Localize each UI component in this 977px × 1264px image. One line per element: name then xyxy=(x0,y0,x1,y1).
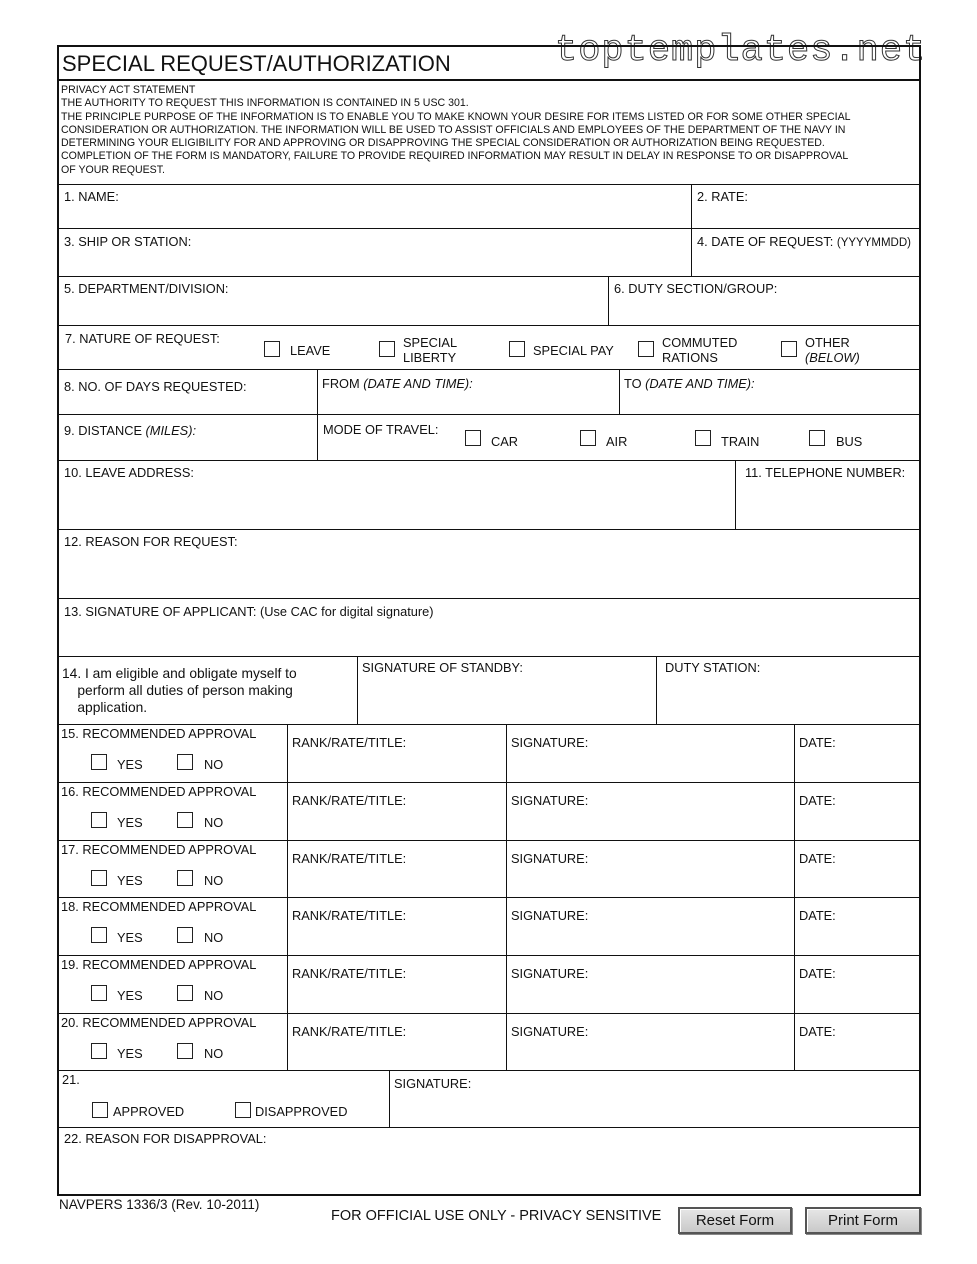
signature-label: SIGNATURE: xyxy=(511,966,589,981)
signature-label: SIGNATURE: xyxy=(511,793,589,808)
leave-label: LEAVE xyxy=(290,343,331,358)
mode-of-travel-label: MODE OF TRAVEL: xyxy=(323,422,439,437)
signature-label: SIGNATURE: xyxy=(511,735,589,750)
privacy-line: CONSIDERATION OR AUTHORIZATION. THE INFORMATION WILL BE USED TO ASSIST OFFICIALS AND EMPLOYEES OF THE DEPARTMENT OF THE NAVY IN xyxy=(61,123,846,136)
date-of-request-label: 4. DATE OF REQUEST: (YYYYMMDD) xyxy=(697,234,911,249)
train-checkbox[interactable] xyxy=(695,430,711,446)
eligibility-text: 14. I am eligible and obligate myself to perform all duties of person making application. xyxy=(62,666,297,715)
department-label: 5. DEPARTMENT/DIVISION: xyxy=(64,281,229,296)
special-liberty-label: SPECIAL LIBERTY xyxy=(403,335,458,365)
privacy-line: THE AUTHORITY TO REQUEST THIS INFORMATION IS CONTAINED IN 5 USC 301. xyxy=(61,97,469,110)
no-checkbox[interactable] xyxy=(177,985,193,1001)
duty-station-label: DUTY STATION: xyxy=(665,660,761,675)
disapproved-checkbox[interactable] xyxy=(235,1102,251,1118)
no-checkbox[interactable] xyxy=(177,927,193,943)
rank-rate-title-field[interactable] xyxy=(288,1013,507,1070)
approved-label: APPROVED xyxy=(113,1104,185,1119)
date-label: DATE: xyxy=(799,793,836,808)
item-21-label: 21. xyxy=(62,1072,80,1087)
nature-of-request-label: 7. NATURE OF REQUEST: xyxy=(65,331,220,346)
no-checkbox[interactable] xyxy=(177,754,193,770)
telephone-field[interactable] xyxy=(736,460,921,529)
standby-signature-field[interactable] xyxy=(358,656,657,724)
approver-signature-field[interactable] xyxy=(507,782,795,840)
date-label: DATE: xyxy=(799,966,836,981)
yes-checkbox[interactable] xyxy=(91,1043,107,1059)
privacy-notice: FOR OFFICIAL USE ONLY - PRIVACY SENSITIVE xyxy=(331,1208,662,1224)
rank-rate-title-label: RANK/RATE/TITLE: xyxy=(292,793,407,808)
rank-rate-title-field[interactable] xyxy=(288,955,507,1013)
approval-date-field[interactable] xyxy=(795,840,921,897)
privacy-line: DETERMINING YOUR ELIGIBILITY FOR AND APPROVING OR DISAPPROVING THE SPECIAL CONSIDERATION OR AUTHORIZATION BEING REQUESTED. xyxy=(61,137,825,150)
no-label: NO xyxy=(204,873,224,888)
date-of-request-field[interactable] xyxy=(692,228,921,276)
yes-checkbox[interactable] xyxy=(91,812,107,828)
reason-for-request-field[interactable] xyxy=(59,529,921,598)
approval-label: 15. RECOMMENDED APPROVAL xyxy=(61,726,257,741)
to-field[interactable] xyxy=(620,369,921,414)
approved-checkbox[interactable] xyxy=(92,1102,108,1118)
mode-of-travel-row xyxy=(318,414,921,460)
car-checkbox[interactable] xyxy=(465,430,481,446)
train-label: TRAIN xyxy=(721,434,760,449)
yes-label: YES xyxy=(117,930,143,945)
no-checkbox[interactable] xyxy=(177,870,193,886)
rank-rate-title-label: RANK/RATE/TITLE: xyxy=(292,966,407,981)
ship-station-field[interactable] xyxy=(59,228,692,276)
approver-signature-field[interactable] xyxy=(507,1013,795,1070)
request-form xyxy=(57,45,921,1196)
special-pay-label: SPECIAL PAY xyxy=(533,343,614,358)
date-label: DATE: xyxy=(799,1024,836,1039)
special-liberty-checkbox[interactable] xyxy=(379,341,395,357)
privacy-line: COMPLETION OF THE FORM IS MANDATORY, FAILURE TO PROVIDE REQUIRED INFORMATION MAY RESULT IN DELAY IN RESPONSE TO OR DISAPPROVAL xyxy=(61,150,849,163)
other-label: OTHER (BELOW) xyxy=(805,335,860,365)
approver-signature-field[interactable] xyxy=(507,724,795,782)
department-field[interactable] xyxy=(59,276,609,325)
nature-of-request-row xyxy=(59,325,921,369)
days-requested-label: 8. NO. OF DAYS REQUESTED: xyxy=(64,379,247,394)
air-label: AIR xyxy=(606,434,628,449)
no-label: NO xyxy=(204,1046,224,1061)
no-checkbox[interactable] xyxy=(177,812,193,828)
distance-field[interactable] xyxy=(59,414,318,460)
applicant-signature-label: 13. SIGNATURE OF APPLICANT: (Use CAC for digital signature) xyxy=(64,604,434,619)
rank-rate-title-label: RANK/RATE/TITLE: xyxy=(292,851,407,866)
air-checkbox[interactable] xyxy=(580,430,596,446)
privacy-line: PRIVACY ACT STATEMENT xyxy=(61,84,196,96)
approval-label: 18. RECOMMENDED APPROVAL xyxy=(61,899,257,914)
rate-label: 2. RATE: xyxy=(697,189,748,204)
disapproved-label: DISAPPROVED xyxy=(255,1104,348,1119)
bus-label: BUS xyxy=(836,434,863,449)
bus-checkbox[interactable] xyxy=(809,430,825,446)
approval-date-field[interactable] xyxy=(795,724,921,782)
privacy-act-statement xyxy=(61,84,917,177)
signature-label: SIGNATURE: xyxy=(511,1024,589,1039)
rank-rate-title-field[interactable] xyxy=(288,782,507,840)
no-checkbox[interactable] xyxy=(177,1043,193,1059)
privacy-line: OF YOUR REQUEST. xyxy=(61,163,165,176)
rank-rate-title-field[interactable] xyxy=(288,724,507,782)
approver-signature-field[interactable] xyxy=(507,897,795,955)
no-label: NO xyxy=(204,757,224,772)
privacy-line: THE PRINCIPLE PURPOSE OF THE INFORMATION IS TO ENABLE YOU TO MAKE KNOWN YOUR DESIRE FOR ITEMS LISTED OR FOR SOME OTHER SPECIAL xyxy=(61,110,851,123)
yes-label: YES xyxy=(117,815,143,830)
no-label: NO xyxy=(204,815,224,830)
approval-recommendation xyxy=(59,955,288,1013)
rate-field[interactable] xyxy=(692,184,921,228)
approver-signature-field[interactable] xyxy=(390,1070,921,1127)
approval-recommendation xyxy=(59,782,288,840)
duty-section-field[interactable] xyxy=(609,276,921,325)
rank-rate-title-field[interactable] xyxy=(288,840,507,897)
date-label: DATE: xyxy=(799,735,836,750)
commuted-rations-checkbox[interactable] xyxy=(638,341,654,357)
distance-label: 9. DISTANCE (MILES): xyxy=(64,423,197,438)
leave-address-field[interactable] xyxy=(59,460,736,529)
yes-label: YES xyxy=(117,757,143,772)
reason-for-disapproval-label: 22. REASON FOR DISAPPROVAL: xyxy=(64,1131,267,1146)
approval-label: 20. RECOMMENDED APPROVAL xyxy=(61,1015,257,1030)
approval-recommendation xyxy=(59,724,288,782)
other-checkbox[interactable] xyxy=(781,341,797,357)
approval-recommendation xyxy=(59,897,288,955)
approval-label: 16. RECOMMENDED APPROVAL xyxy=(61,784,257,799)
approval-date-field[interactable] xyxy=(795,897,921,955)
from-label: FROM (DATE AND TIME): xyxy=(322,376,473,391)
approval-recommendation xyxy=(59,1013,288,1070)
date-label: DATE: xyxy=(799,908,836,923)
duty-station-field[interactable] xyxy=(657,656,921,724)
to-label: TO (DATE AND TIME): xyxy=(624,376,755,391)
form-title: SPECIAL REQUEST/AUTHORIZATION xyxy=(62,51,451,76)
car-label: CAR xyxy=(491,434,519,449)
yes-label: YES xyxy=(117,873,143,888)
signature-label: SIGNATURE: xyxy=(511,908,589,923)
yes-checkbox[interactable] xyxy=(91,754,107,770)
no-label: NO xyxy=(204,988,224,1003)
duty-section-label: 6. DUTY SECTION/GROUP: xyxy=(614,281,778,296)
approval-recommendation xyxy=(59,840,288,897)
from-field[interactable] xyxy=(318,369,620,414)
yes-label: YES xyxy=(117,1046,143,1061)
approval-label: 19. RECOMMENDED APPROVAL xyxy=(61,957,257,972)
rank-rate-title-field[interactable] xyxy=(288,897,507,955)
print-form-button[interactable]: Print Form xyxy=(805,1207,921,1234)
yes-checkbox[interactable] xyxy=(91,870,107,886)
applicant-signature-field[interactable] xyxy=(59,598,921,656)
approval-date-field[interactable] xyxy=(795,955,921,1013)
approval-label: 17. RECOMMENDED APPROVAL xyxy=(61,842,257,857)
yes-checkbox[interactable] xyxy=(91,985,107,1001)
yes-label: YES xyxy=(117,988,143,1003)
reset-form-button[interactable]: Reset Form xyxy=(678,1207,792,1234)
name-field[interactable] xyxy=(59,184,692,228)
final-decision-box xyxy=(59,1070,390,1127)
rank-rate-title-label: RANK/RATE/TITLE: xyxy=(292,735,407,750)
form-number: NAVPERS 1336/3 (Rev. 10-2011) xyxy=(59,1197,260,1212)
approval-date-field[interactable] xyxy=(795,1013,921,1070)
name-label: 1. NAME: xyxy=(64,189,119,204)
yes-checkbox[interactable] xyxy=(91,927,107,943)
leave-address-label: 10. LEAVE ADDRESS: xyxy=(64,465,194,480)
watermark: toptemplates.net xyxy=(555,30,927,72)
telephone-label: 11. TELEPHONE NUMBER: xyxy=(745,465,906,480)
form-title-row xyxy=(59,47,919,81)
approver-signature-field[interactable] xyxy=(507,955,795,1013)
rank-rate-title-label: RANK/RATE/TITLE: xyxy=(292,1024,407,1039)
date-label: DATE: xyxy=(799,851,836,866)
approval-date-field[interactable] xyxy=(795,782,921,840)
standby-signature-label: SIGNATURE OF STANDBY: xyxy=(362,660,523,675)
reason-for-disapproval-field[interactable] xyxy=(59,1127,921,1194)
leave-checkbox[interactable] xyxy=(264,341,280,357)
special-pay-checkbox[interactable] xyxy=(509,341,525,357)
days-requested-field[interactable] xyxy=(59,369,318,414)
reason-for-request-label: 12. REASON FOR REQUEST: xyxy=(64,534,238,549)
rank-rate-title-label: RANK/RATE/TITLE: xyxy=(292,908,407,923)
signature-label: SIGNATURE: xyxy=(511,851,589,866)
commuted-rations-label: COMMUTED RATIONS xyxy=(662,335,738,365)
approver-signature-label: SIGNATURE: xyxy=(394,1076,472,1091)
approver-signature-field[interactable] xyxy=(507,840,795,897)
eligibility-statement xyxy=(59,656,358,724)
no-label: NO xyxy=(204,930,224,945)
ship-station-label: 3. SHIP OR STATION: xyxy=(64,234,192,249)
